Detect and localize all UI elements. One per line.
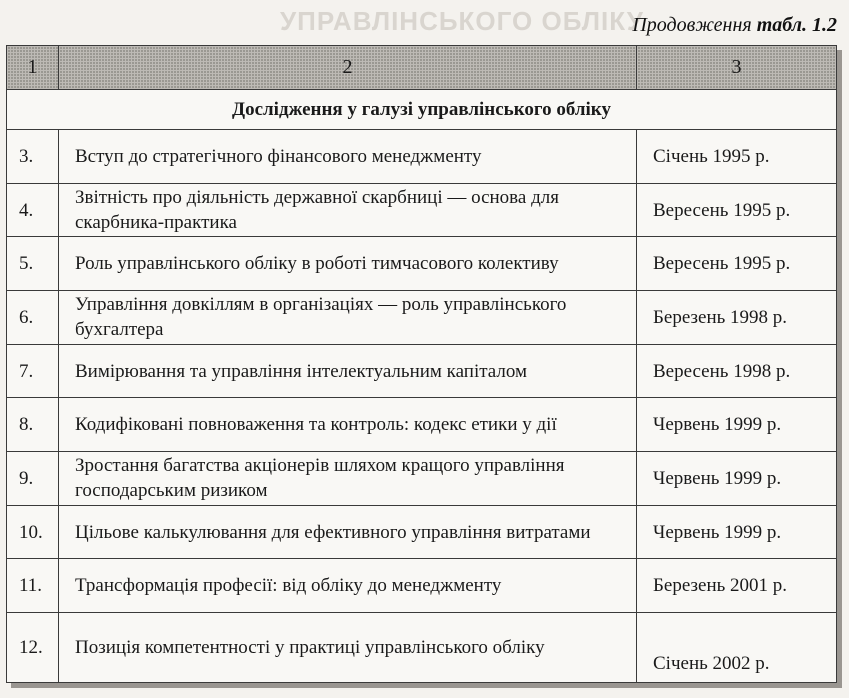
- row-title: Трансформація професії: від обліку до менеджменту: [59, 559, 637, 613]
- row-title: Роль управлінського обліку в роботі тимчасового колективу: [59, 237, 637, 291]
- row-number: 12.: [7, 613, 59, 683]
- row-number: 3.: [7, 130, 59, 184]
- row-date: Березень 2001 р.: [637, 559, 837, 613]
- row-title: Позиція компетентності у практиці управлінського обліку: [59, 613, 637, 683]
- section-row: [7, 89, 837, 130]
- table-row: [7, 398, 837, 452]
- table-row: [7, 505, 837, 559]
- row-date: Січень 2002 р.: [637, 613, 837, 683]
- background-bleed-heading: УПРАВЛІНСЬКОГО ОБЛІКУ: [280, 6, 644, 36]
- continuation-table-ref: табл. 1.2: [756, 14, 837, 36]
- table-row: [7, 452, 837, 506]
- row-date: Січень 1995 р.: [637, 130, 837, 184]
- row-title: Кодифіковані повноваження та контроль: кодекс етики у дії: [59, 398, 637, 452]
- row-number: 11.: [7, 559, 59, 613]
- row-number: 7.: [7, 344, 59, 398]
- row-title: Вимірювання та управління інтелектуальним капіталом: [59, 344, 637, 398]
- table-row: [7, 291, 837, 345]
- table-row: [7, 613, 837, 683]
- table-row: [7, 130, 837, 184]
- header-col-1: 1: [7, 46, 59, 90]
- row-title: Звітність про діяльність державної скарбниці — основа для скарбника-практика: [59, 183, 637, 237]
- row-date: Вересень 1998 р.: [637, 344, 837, 398]
- row-date: Березень 1998 р.: [637, 291, 837, 345]
- continuation-prefix: Продовження: [632, 14, 752, 36]
- section-title: Дослідження у галузі управлінського обліку: [7, 89, 837, 130]
- row-number: 6.: [7, 291, 59, 345]
- table-header-row: [7, 46, 837, 90]
- header-col-3: 3: [637, 46, 837, 90]
- row-title: Управління довкіллям в організаціях — роль управлінського бухгалтера: [59, 291, 637, 345]
- row-title: Вступ до стратегічного фінансового менеджменту: [59, 130, 637, 184]
- row-number: 9.: [7, 452, 59, 506]
- row-date: Червень 1999 р.: [637, 398, 837, 452]
- row-date: Червень 1999 р.: [637, 505, 837, 559]
- research-table: [6, 45, 837, 683]
- table-row: [7, 559, 837, 613]
- row-number: 5.: [7, 237, 59, 291]
- row-number: 8.: [7, 398, 59, 452]
- row-number: 10.: [7, 505, 59, 559]
- table-row: [7, 183, 837, 237]
- row-date: Червень 1999 р.: [637, 452, 837, 506]
- row-title: Зростання багатства акціонерів шляхом кращого управління господарським ризиком: [59, 452, 637, 506]
- row-number: 4.: [7, 183, 59, 237]
- row-date: Вересень 1995 р.: [637, 237, 837, 291]
- row-title: Цільове калькулювання для ефективного управління витратами: [59, 505, 637, 559]
- row-date: Вересень 1995 р.: [637, 183, 837, 237]
- table-continuation-caption: [632, 14, 837, 37]
- header-col-2: 2: [59, 46, 637, 90]
- table-row: [7, 237, 837, 291]
- table-row: [7, 344, 837, 398]
